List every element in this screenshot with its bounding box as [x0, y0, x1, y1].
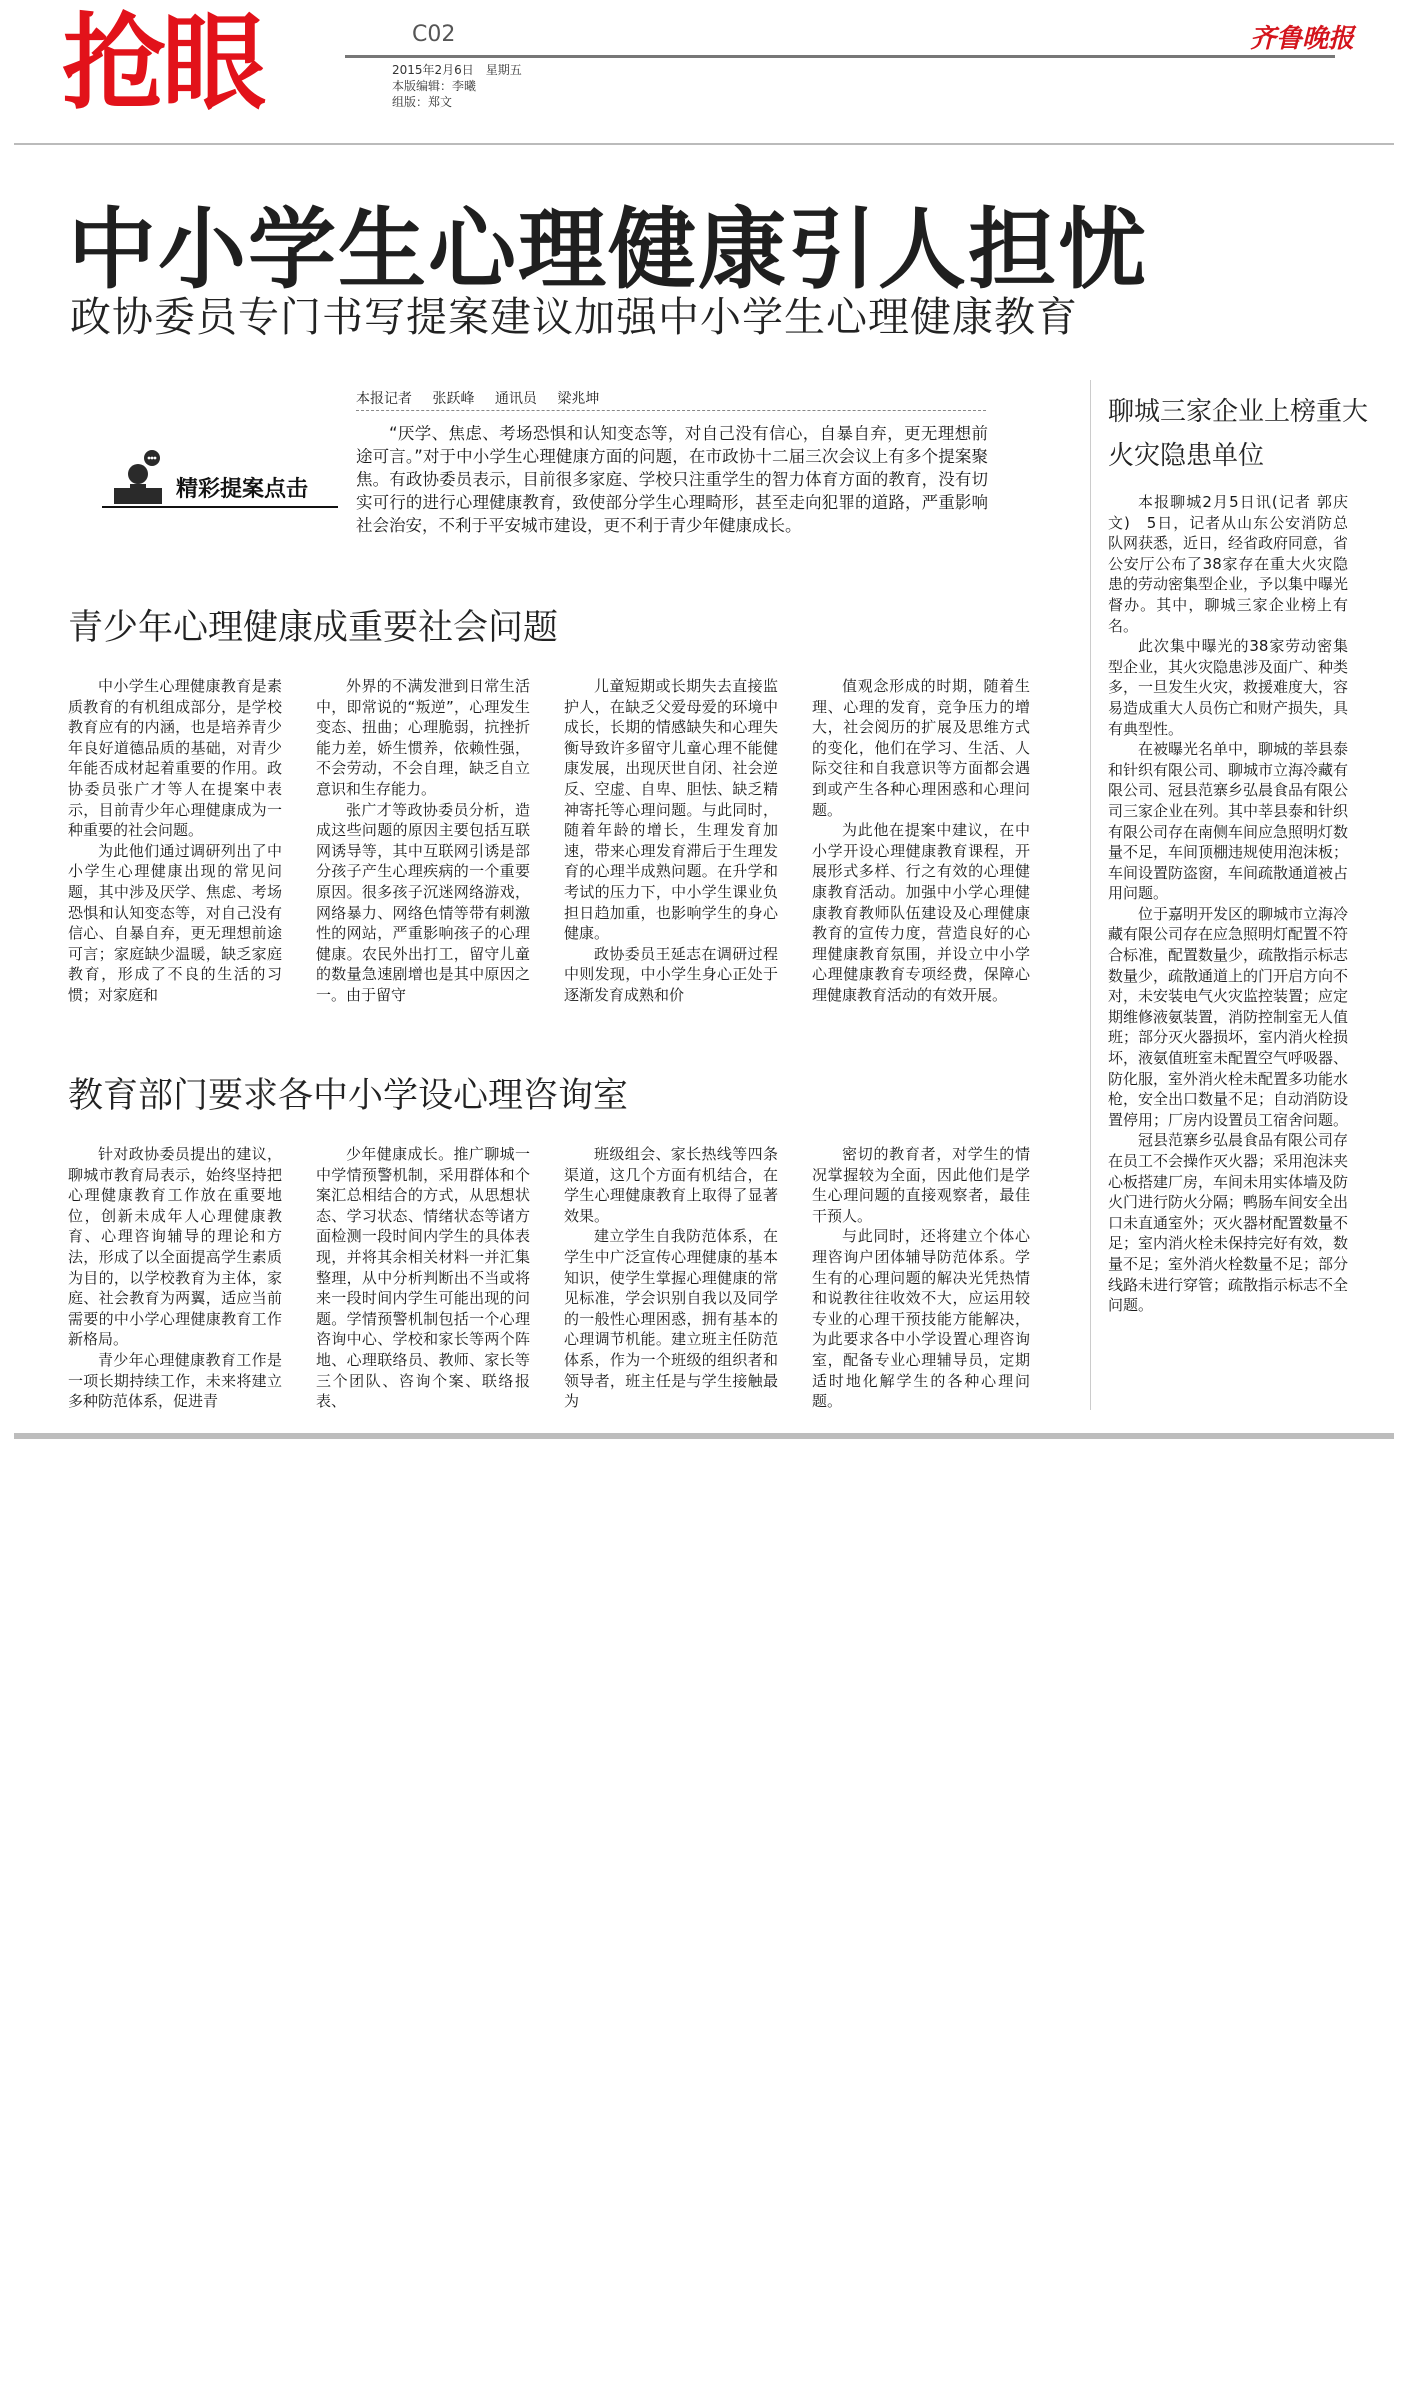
- byline-role: 本报记者: [356, 391, 412, 407]
- issue-editor: 本版编辑：李曦: [392, 79, 477, 93]
- paragraph: 位于嘉明开发区的聊城市立海冷藏有限公司存在应急照明灯配置不符合标准，配置数量少，疏散指示标志数量少，疏散通道上的门开启方向不对，未安装电气火灾监控装置；应定期维修液氨装置，消防控制室无人值班；部分灭火器损坏，室内消火栓损坏，液氨值班室未配置空气呼吸器、防化服，室外消火栓未配置多功能水枪，安全出口数量不足；自动消防设置停用；厂房内设置员工宿舍问题。: [1108, 904, 1349, 1129]
- paragraph: 在被曝光名单中，聊城的莘县泰和针织有限公司、聊城市立海冷藏有限公司、冠县范寨乡弘晨食品有限公司三家企业在列。其中莘县泰和针织有限公司存在南侧车间应急照明灯数量不足，车间顶棚违规使用泡沫板；车间设置防盗窗，车间疏散通道被占用问题。: [1108, 740, 1349, 903]
- paragraph: 建立学生自我防范体系，在学生中广泛宣传心理健康的基本知识，使学生掌握心理健康的常见标准，学会识别自我以及同学的一般性心理困惑，拥有基本的心理调节机能。建立班主任防范体系，作为一个班级的组织者和领导者，班主任是与学生接触最为: [564, 1227, 778, 1411]
- paragraph: 为此他们通过调研列出了中小学生心理健康出现的常见问题，其中涉及厌学、焦虑、考场恐惧和认知变态等，对自己没有信心、自暴自弃，更无理想前途可言；家庭缺少温暖，缺乏家庭教育，形成了不良的生活的习惯；对家庭和: [68, 841, 282, 1004]
- sidebar-body: [1108, 492, 1348, 1316]
- paragraph: 为此他在提案中建议，在中小学开设心理健康教育课程，开展形式多样、行之有效的心理健康教育活动。加强中小学心理健康教育教师队伍建设及心理健康教育的宣传力度，营造良好的心理健康教育氛围，并设立中小学心理健康教育专项经费，保障心理健康教育活动的有效开展。: [812, 821, 1030, 1004]
- bottom-divider: [14, 1433, 1394, 1439]
- paragraph: 本报聊城2月5日讯(记者 郭庆文) 5日，记者从山东公安消防总队网获悉，近日，经省政府同意，省公安厅公布了38家存在重大火灾隐患的劳动密集型企业，予以集中曝光督办。其中，聊城三家企业榜上有名。: [1108, 493, 1349, 635]
- paragraph: 值观念形成的时期，随着生理、心理的发育，竞争压力的增大，社会阅历的扩展及思维方式的变化，他们在学习、生活、人际交往和自我意识等方面都会遇到或产生各种心理困惑和心理问题。: [812, 677, 1030, 819]
- paragraph: 冠县范寨乡弘晨食品有限公司存在员工不会操作灭火器；采用泡沫夹心板搭建厂房，车间未用实体墙及防火门进行防火分隔；鸭肠车间安全出口未直通室外；灭火器材配置数量不足；室内消火栓未保持完好有效，数量不足；室外消火栓数量不足；部分线路未进行穿管；疏散指示标志不全问题。: [1108, 1131, 1349, 1315]
- paragraph: 针对政协委员提出的建议，聊城市教育局表示，始终坚持把心理健康教育工作放在重要地位，创新未成年人心理健康教育、心理咨询辅导的理论和方法，形成了以全面提高学生素质为目的，以学校教育为主体，家庭、社会教育为两翼，适应当前需要的中小学心理健康教育工作新格局。: [68, 1145, 282, 1349]
- paragraph: 班级组会、家长热线等四条渠道，这几个方面有机结合，在学生心理健康教育上取得了显著效果。: [564, 1145, 778, 1225]
- text-column: [564, 1144, 778, 1412]
- text-column: [564, 676, 778, 1006]
- section-logo: [62, 2, 322, 124]
- speaker-icon: [108, 448, 168, 506]
- newspaper-name: 齐鲁晚报: [1250, 24, 1355, 54]
- badge-underline: [102, 506, 338, 508]
- paragraph: 青少年心理健康教育工作是一项长期持续工作，未来将建立多种防范体系，促进青: [68, 1350, 282, 1411]
- paragraph: 少年健康成长。推广聊城一中学情预警机制，采用群体和个案汇总相结合的方式，从思想状态、学习状态、情绪状态等诸方面检测一段时间内学生的具体表现，并将其余相关材料一并汇集整理，从中分析判断出不当或将来一段时间内学生可能出现的问题。学情预警机制包括一个心理咨询中心、学校和家长等两个阵地、心理联络员、教师、家长等三个团队、咨询个案、联络报表、: [316, 1145, 530, 1411]
- header-divider: [345, 55, 1335, 58]
- paragraph: 中小学生心理健康教育是素质教育的有机组成部分，是学校教育应有的内涵，也是培养青少年良好道德品质的基础，对青少年能否成材起着重要的作用。政协委员张广才等人在提案中表示，目前青少年心理健康成为一种重要的社会问题。: [68, 677, 282, 840]
- badge-label: 精彩提案点击: [176, 477, 309, 502]
- page-subheadline: 政协委员专门书写提案建议加强中小学生心理健康教育: [70, 293, 1078, 341]
- byline-role: 通讯员: [494, 391, 537, 407]
- text-column: [812, 1144, 1030, 1412]
- section-title: 教育部门要求各中小学设心理咨询室: [68, 1076, 629, 1116]
- section-title: 青少年心理健康成重要社会问题: [68, 608, 559, 648]
- paragraph: 外界的不满发泄到日常生活中，即常说的“叛逆”，心理发生变态、扭曲；心理脆弱，抗挫折能力差，娇生惯养，依赖性强，不会劳动，不会自理，缺乏自立意识和生存能力。: [316, 677, 530, 798]
- page-headline: 中小学生心理健康引人担忧: [68, 198, 1149, 301]
- text-column: [68, 1144, 282, 1412]
- text-column: [812, 676, 1030, 1006]
- paragraph: 儿童短期或长期失去直接监护人，在缺乏父爱母爱的环境中成长，长期的情感缺失和心理失衡导致许多留守儿童心理不能健康发展，出现厌世自闭、社会逆反、空虚、自卑、胆怯、缺乏精神寄托等心理问题。与此同时，随着年龄的增长，生理发育加速，带来心理发育滞后于生理发育的心理半成熟问题。在升学和考试的压力下，中小学生课业负担日趋加重，也影响学生的身心健康。: [564, 677, 778, 943]
- paragraph: 此次集中曝光的38家劳动密集型企业，其火灾隐患涉及面广、种类多，一旦发生火灾，救援难度大，容易造成重大人员伤亡和财产损失，具有典型性。: [1108, 637, 1349, 738]
- issue-date: 2015年2月6日 星期五: [392, 63, 522, 77]
- issue-layout: 组版：郑文: [392, 95, 453, 109]
- paragraph: 张广才等政协委员分析，造成这些问题的原因主要包括互联网诱导等，其中互联网引诱是部分孩子产生心理疾病的一个重要原因。很多孩子沉迷网络游戏，网络暴力、网络色情等带有刺激性的网站，严重影响孩子的心理健康。农民外出打工，留守儿童的数量急速剧增也是其中原因之一。由于留守: [316, 800, 530, 1004]
- byline-name: 梁兆坤: [557, 391, 600, 407]
- section-logo-text: 抢眼: [62, 2, 263, 124]
- paragraph: 与此同时，还将建立个体心理咨询户团体辅导防范体系。学生有的心理问题的解决光凭热情和说教往往收效不大，应运用较专业的心理干预技能方能解决，为此要求各中小学设置心理咨询室，配备专业心理辅导员，定期适时地化解学生的各种心理问题。: [812, 1227, 1030, 1411]
- byline-name: 张跃峰: [432, 391, 475, 407]
- paragraph: 密切的教育者，对学生的情况掌握较为全面，因此他们是学生心理问题的直接观察者，最佳干预人。: [812, 1145, 1030, 1225]
- issue-meta: [392, 62, 522, 110]
- byline-divider: [356, 410, 986, 411]
- sidebar-divider: [1090, 380, 1091, 1410]
- text-column: [316, 1144, 530, 1412]
- proposal-badge: [98, 448, 338, 508]
- text-column: [68, 676, 282, 1006]
- page-number: C02: [412, 22, 456, 47]
- sidebar-title: 聊城三家企业上榜重大火灾隐患单位: [1108, 397, 1369, 471]
- byline: [356, 388, 615, 408]
- text-column: [316, 676, 530, 1006]
- lead-paragraph: “厌学、焦虑、考场恐惧和认知变态等，对自己没有信心，自暴自弃，更无理想前途可言。”对于中小学生心理健康方面的问题，在市政协十二届三次会议上有多个提案聚焦。有政协委员表示，目前很多家庭、学校只注重学生的智力体育方面的教育，没有切实可行的进行心理健康教育，致使部分学生心理畸形，甚至走向犯罪的道路，严重影响社会治安，不利于平安城市建设，更不利于青少年健康成长。: [356, 424, 988, 535]
- paragraph: 政协委员王延志在调研过程中则发现，中小学生身心正处于逐渐发育成熟和价: [564, 944, 778, 1004]
- top-divider: [14, 143, 1394, 145]
